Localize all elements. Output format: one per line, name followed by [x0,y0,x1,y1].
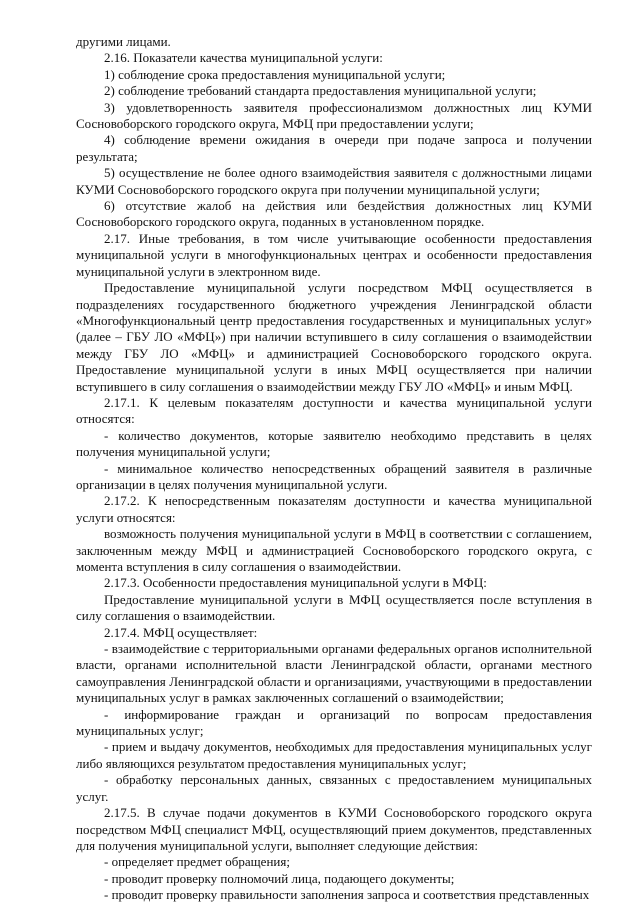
paragraph-2-17-5: 2.17.5. В случае подачи документов в КУМИ Сосновоборского городского округа посредством МФЦ специалист МФЦ, осуществляющий прием документов, представленных для получения муниципальной услуги, выполняет следующие действия: [76,805,592,853]
paragraph-2-16: 2.16. Показатели качества муниципальной услуги: [104,50,383,66]
list-item-documents-count: - количество документов, которые заявителю необходимо представить в целях получения муниципальной услуги; [76,427,592,460]
paragraph-2-17: 2.17. Иные требования, в том числе учитывающие особенности предоставления муниципальной услуги в многофункциональных центрах и особенности предоставления муниципальной услуги в электронном виде. [76,230,592,279]
paragraph-continuation: другими лицами. [76,34,171,49]
paragraph-mfc-possibility: возможность получения муниципальной услуги в МФЦ в соответствии с соглашением, заключенным между МФЦ и администрацией Сосновоборского городского округа, с момента вступления в силу соглашения о взаимодействии. [76,526,592,574]
list-item-personal-data: - обработку персональных данных, связанных с предоставлением муниципальных услуг. [76,772,592,804]
list-item-6: 6) отсутствие жалоб на действия или бездействия должностных лиц КУМИ Сосновоборского городского округа, поданных в установленном порядке. [76,198,592,230]
list-item-interaction: - взаимодействие с территориальными органами федеральных органов исполнительной власти, органами исполнительной власти Ленинградской области, органами местного самоуправления Ленинградской области и организациями, участвующими в предоставлении муниципальных услуг в рамках заключенных соглашений о взаимодействии; [76,641,592,706]
list-item-subject: - определяет предмет обращения; [104,854,290,870]
list-item-4: 4) соблюдение времени ожидания в очереди при подаче запроса и получении результата; [76,132,592,164]
list-item-informing: - информирование граждан и организаций по вопросам предоставления муниципальных услуг; [76,706,592,739]
list-item-3: 3) удовлетворенность заявителя профессионализмом должностных лиц КУМИ Сосновоборского городского округа, МФЦ при предоставлении услуги; [76,99,592,132]
paragraph-2-17-2: 2.17.2. К непосредственным показателям доступности и качества муниципальной услуги относятся: [76,493,592,525]
list-item-request-check: - проводит проверку правильности заполнения запроса и соответствия представленных [104,887,590,903]
list-item-2: 2) соблюдение требований стандарта предоставления муниципальной услуги; [104,83,537,99]
paragraph-2-17-3: 2.17.3. Особенности предоставления муниципальной услуги в МФЦ: [104,575,487,591]
list-item-documents-intake: - прием и выдачу документов, необходимых для предоставления муниципальных услуг либо являющихся результатом предоставления муниципальных услуг; [76,739,592,771]
paragraph-2-17-1: 2.17.1. К целевым показателям доступности и качества муниципальной услуги относятся: [76,394,592,427]
paragraph-mfc-provision: Предоставление муниципальной услуги посредством МФЦ осуществляется в подразделениях государственного бюджетного учреждения Ленинградской области «Многофункциональный центр предоставления государственных и муниципальных услуг» (далее – ГБУ ЛО «МФЦ») при наличии вступившего в силу соглашения о взаимодействии между ГБУ ЛО «МФЦ» и администрацией Сосновоборского городского округа. Предоставление муниципальной услуги в иных МФЦ осуществляется при наличии вступившего в силу соглашения о взаимодействии между ГБУ ЛО «МФЦ» и иным МФЦ. [76,280,592,394]
list-item-min-appeals: - минимальное количество непосредственных обращений заявителя в различные организации в целях получения муниципальной услуги. [76,460,592,492]
list-item-1: 1) соблюдение срока предоставления муниципальной услуги; [104,66,446,82]
list-item-authority-check: - проводит проверку полномочий лица, подающего документы; [104,870,455,886]
paragraph-mfc-after-agreement: Предоставление муниципальной услуги в МФЦ осуществляется после вступления в силу соглашения о взаимодействии. [76,591,592,624]
list-item-5: 5) осуществление не более одного взаимодействия заявителя с должностными лицами КУМИ Сосновоборского городского округа при получении муниципальной услуги; [76,165,592,197]
paragraph-2-17-4: 2.17.4. МФЦ осуществляет: [104,624,258,640]
